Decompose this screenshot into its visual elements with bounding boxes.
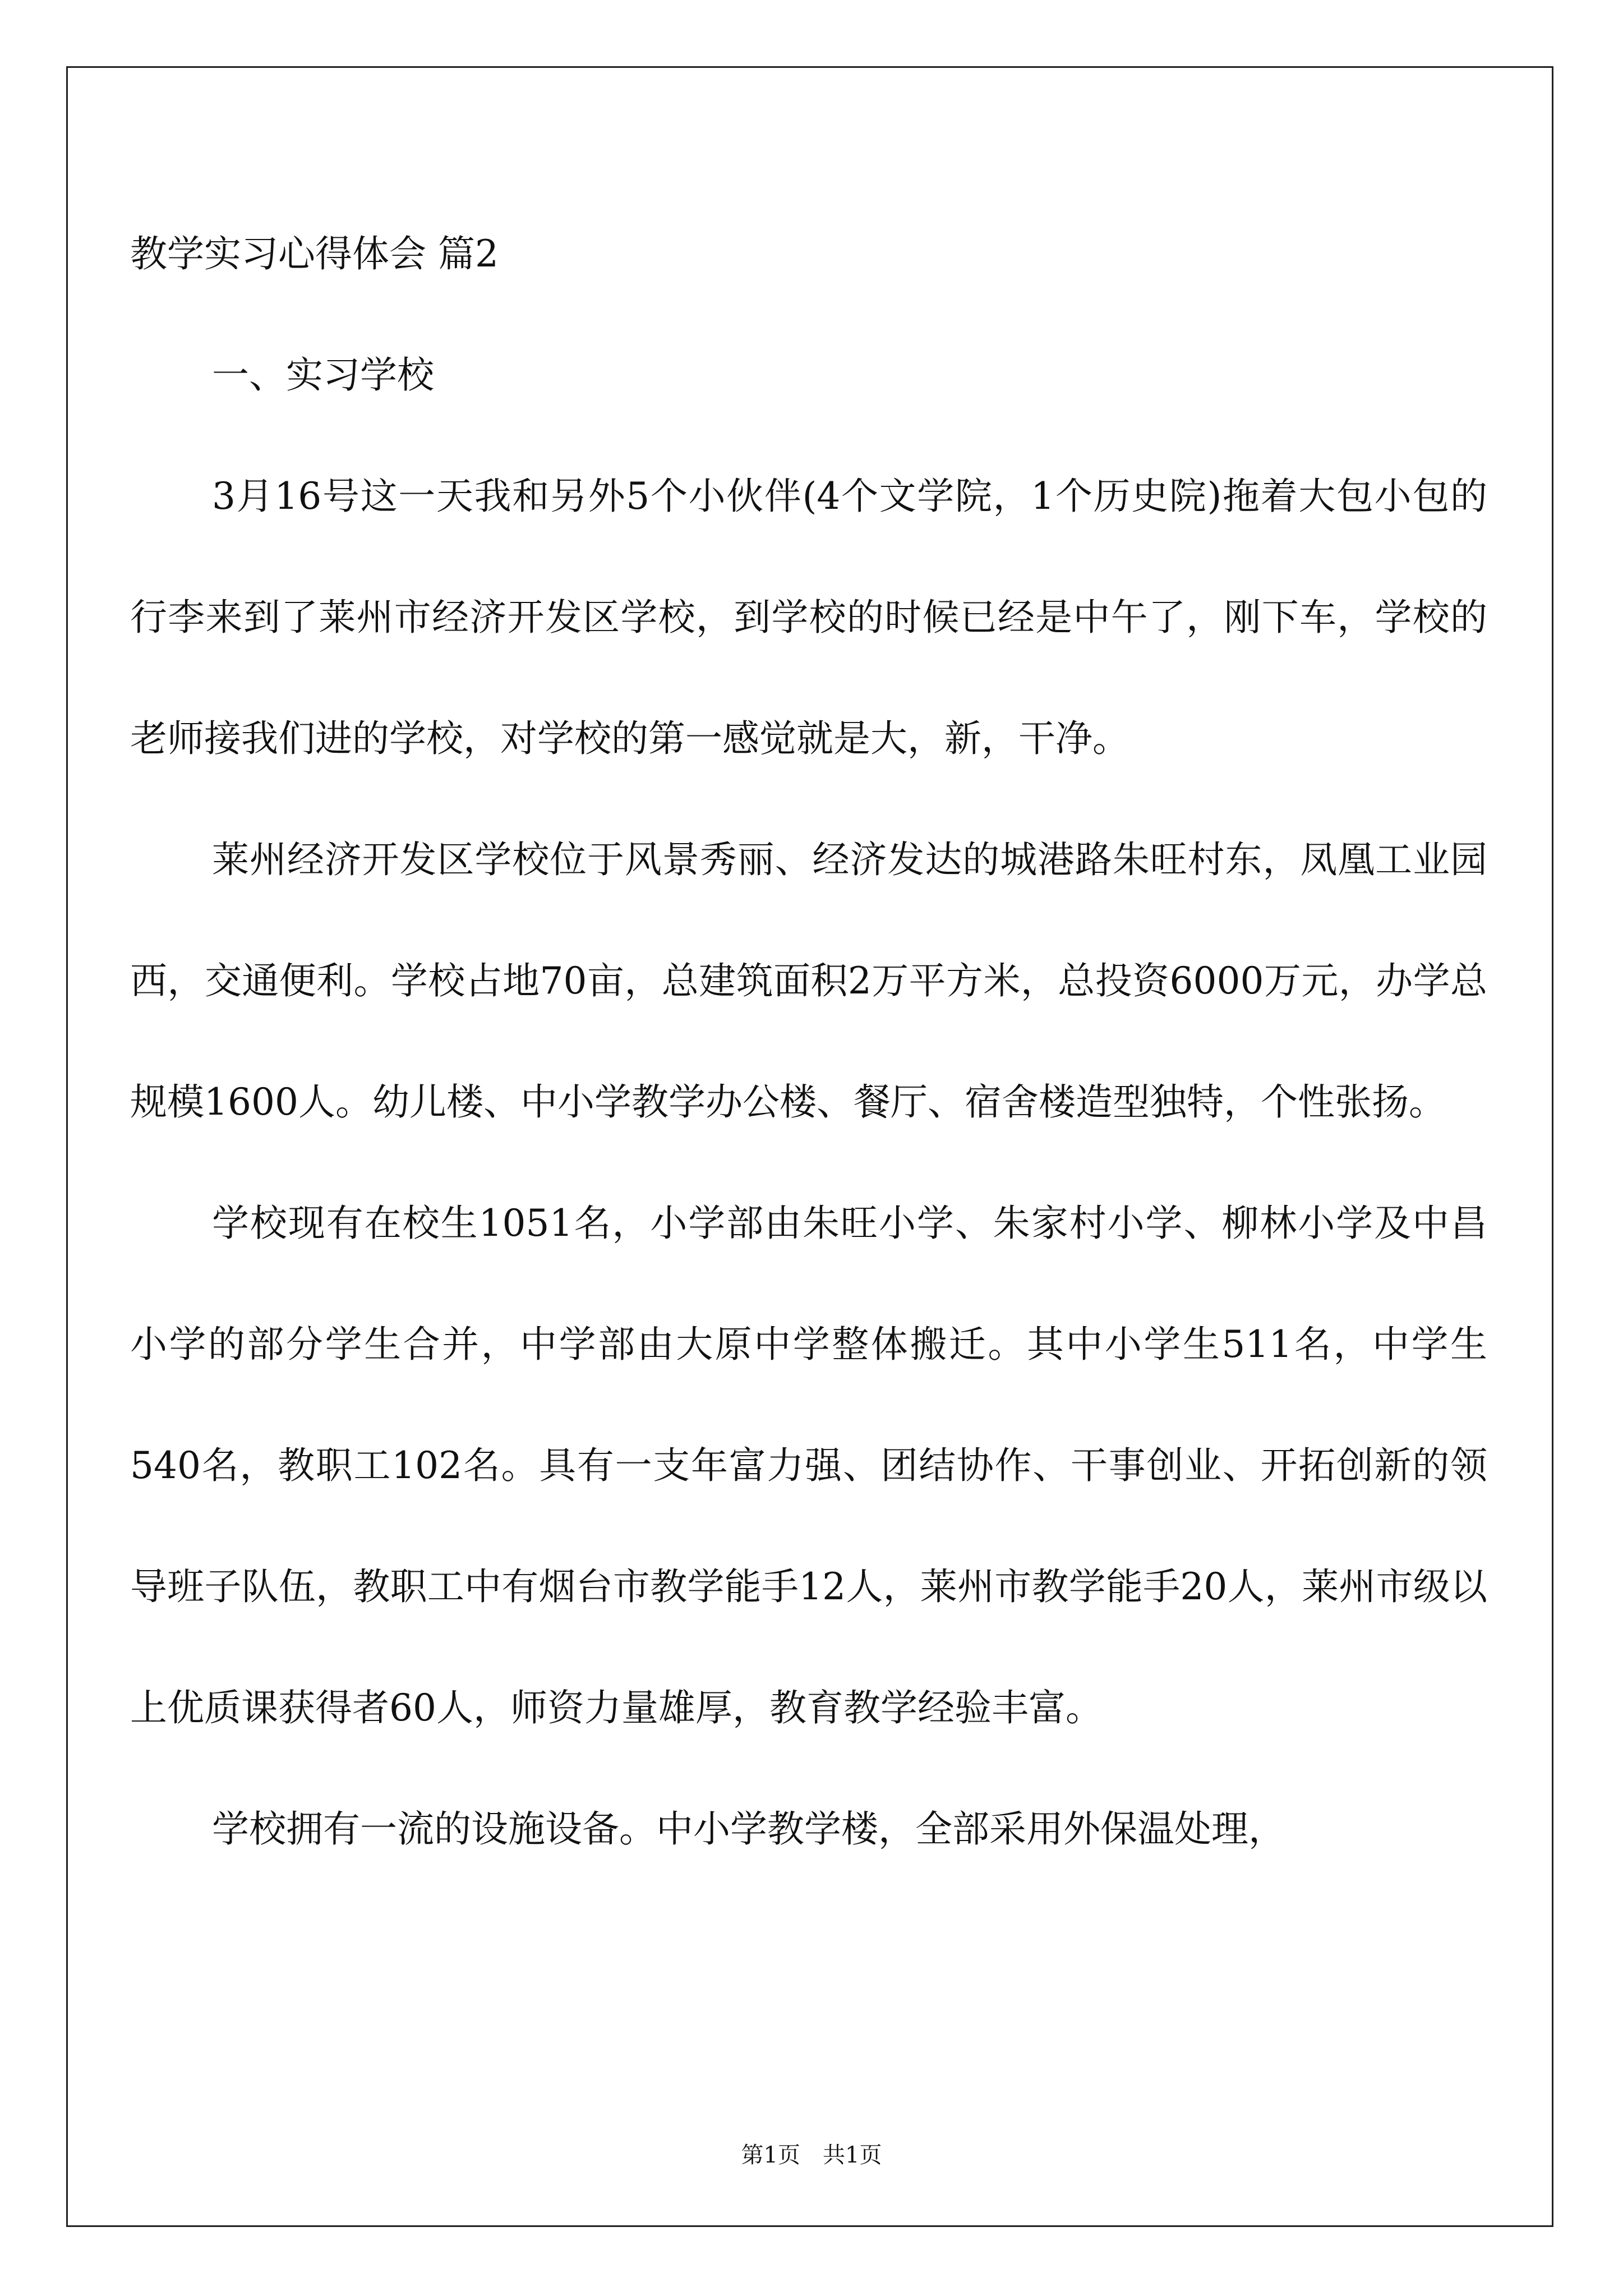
paragraph-arrival: 3月16号这一天我和另外5个小伙伴(4个文学院，1个历史院)拖着大包小包的行李来到了莱州市经济开发区学校，到学校的时候已经是中午了，刚下车，学校的老师接我们进的学校，对学校的第一感觉就是大，新，干净。 <box>130 475 1487 760</box>
paragraph-location: 莱州经济开发区学校位于风景秀丽、经济发达的城港路朱旺村东，凤凰工业园西，交通便利。学校占地70亩，总建筑面积2万平方米，总投资6000万元，办学总规模1600人。幼儿楼、中小学教学办公楼、餐厅、宿舍楼造型独特，个性张扬。 <box>130 838 1487 1124</box>
paragraph-facilities: 学校拥有一流的设施设备。中小学教学楼，全部采用外保温处理， <box>212 1807 1285 1851</box>
paragraph-students: 学校现有在校生1051名，小学部由朱旺小学、朱家村小学、柳林小学及中昌小学的部分学生合并，中学部由大原中学整体搬迁。其中小学生511名，中学生540名，教职工102名。具有一支年富力强、团结协作、干事创业、开拓创新的领导班子队伍，教职工中有烟台市教学能手12人，莱州市教学能手20人，莱州市级以上优质课获得者60人，师资力量雄厚，教育教学经验丰富。 <box>130 1202 1487 1729</box>
document-body <box>130 194 1487 1890</box>
document-title: 教学实习心得体会 篇2 <box>130 232 499 275</box>
page-number: 第1页 <box>741 2142 800 2168</box>
page-footer <box>0 2138 1623 2172</box>
page-total: 共1页 <box>823 2142 882 2168</box>
section-heading: 一、实习学校 <box>212 353 434 397</box>
